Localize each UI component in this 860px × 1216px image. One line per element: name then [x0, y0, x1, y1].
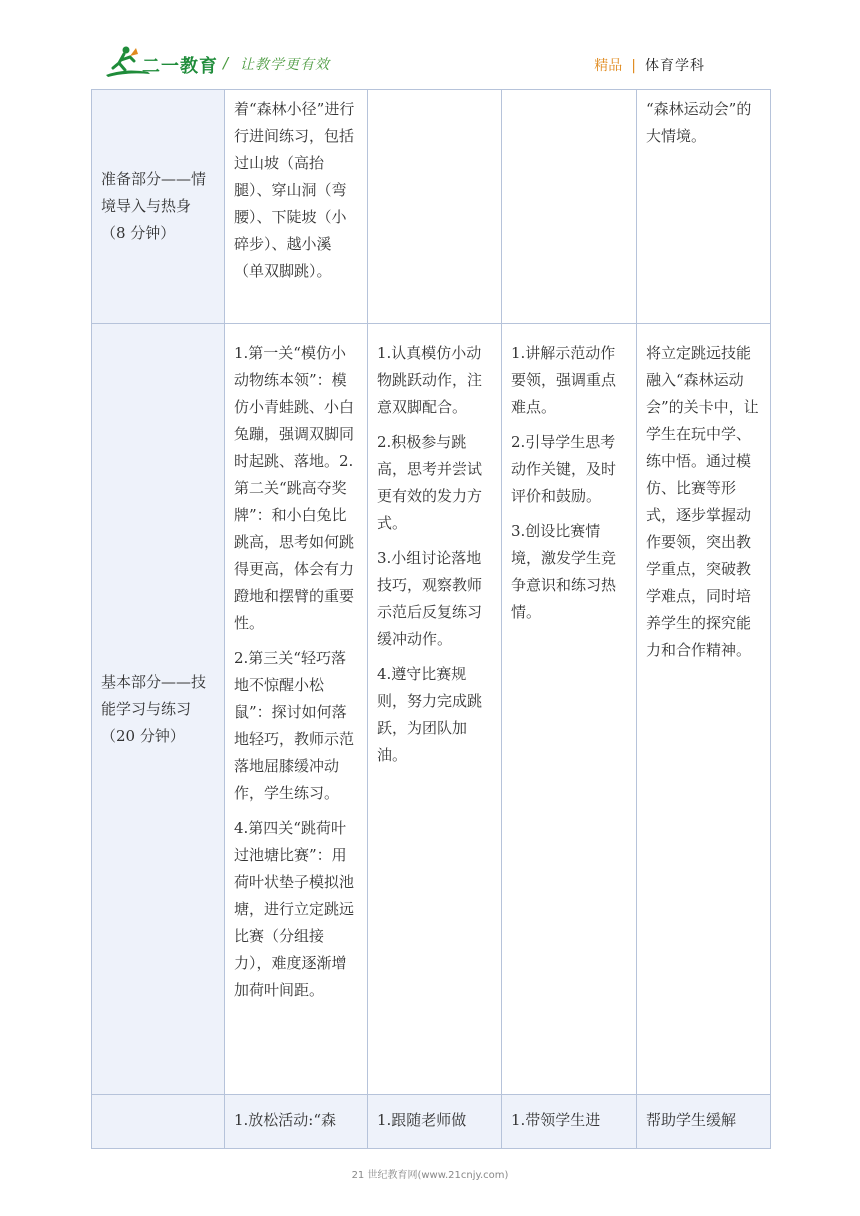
- lesson-plan-table: [91, 89, 771, 1149]
- stage-cell: 基本部分——技能学习与练习（20 分钟）: [92, 324, 225, 1095]
- student-activity-cell: [368, 1095, 502, 1149]
- teacher-activity-cell: [502, 324, 637, 1095]
- brand-name: 二一教育: [142, 56, 218, 77]
- page-header: [0, 0, 860, 90]
- cell-paragraph: 将立定跳远技能融入“森林运动会”的关卡中，让学生在玩中学、练中悟。通过模仿、比赛等形式，逐步掌握动作要领，突出教学重点，突破教学难点，同时培养学生的探究能力和合作精神。: [646, 344, 759, 659]
- cell-paragraph: 1.讲解示范动作要领，强调重点难点。: [511, 344, 617, 416]
- cell-paragraph: 1.第一关“模仿小动物练本领”：模仿小青蛙跳、小白兔蹦，强调双脚同时起跳、落地。2.第二关“跳高夺奖牌”：和小白兔比跳高，思考如何跳得更高，体会有力蹬地和摆臂的重要性。: [234, 344, 355, 632]
- design-intent-cell: [637, 1095, 771, 1149]
- quality-label: 精品: [594, 58, 623, 74]
- table-row: [92, 1095, 771, 1149]
- teacher-activity-cell: [502, 1095, 637, 1149]
- cell-paragraph: 帮助学生缓解: [646, 1111, 737, 1129]
- table-row: [92, 90, 771, 324]
- design-intent-cell: [637, 324, 771, 1095]
- cell-paragraph: 2.积极参与跳高，思考并尝试更有效的发力方式。: [377, 433, 483, 532]
- cell-paragraph: 4.遵守比赛规则，努力完成跳跃，为团队加油。: [377, 665, 483, 764]
- student-activity-cell: [368, 90, 502, 324]
- stage-cell: [92, 1095, 225, 1149]
- page-footer: 21 世纪教育网(www.21cnjy.com): [351, 1170, 509, 1181]
- header-separator: |: [631, 58, 636, 74]
- cell-paragraph: 2.引导学生思考动作关键，及时评价和鼓励。: [511, 433, 617, 505]
- content-cell: [225, 1095, 368, 1149]
- header-divider: /: [223, 54, 229, 72]
- cell-paragraph: 1.认真模仿小动物跳跃动作，注意双脚配合。: [377, 344, 483, 416]
- cell-paragraph: 着“森林小径”进行行进间练习，包括过山坡（高抬腿）、穿山洞（弯腰）、下陡坡（小碎步）、越小溪（单双脚跳）。: [234, 100, 355, 280]
- design-intent-cell: [637, 90, 771, 324]
- cell-paragraph: 3.小组讨论落地技巧，观察教师示范后反复练习缓冲动作。: [377, 549, 483, 648]
- cell-paragraph: 1.跟随老师做: [377, 1111, 467, 1129]
- subject-label: 体育学科: [645, 58, 705, 74]
- table-row: [92, 324, 771, 1095]
- header-right: [594, 55, 705, 75]
- brand-slogan: 让教学更有效: [240, 57, 330, 73]
- cell-paragraph: 1.带领学生进: [511, 1111, 601, 1129]
- cell-paragraph: 4.第四关“跳荷叶过池塘比赛”：用荷叶状垫子模拟池塘，进行立定跳远比赛（分组接力），难度逐渐增加荷叶间距。: [234, 819, 355, 999]
- teacher-activity-cell: [502, 90, 637, 324]
- content-cell: [225, 90, 368, 324]
- cell-paragraph: 3.创设比赛情境，激发学生竞争意识和练习热情。: [511, 522, 617, 621]
- content-cell: [225, 324, 368, 1095]
- cell-paragraph: “森林运动会”的大情境。: [646, 100, 752, 145]
- stage-cell: 准备部分——情境导入与热身（8 分钟）: [92, 90, 225, 324]
- student-activity-cell: [368, 324, 502, 1095]
- cell-paragraph: 1.放松活动:“森: [234, 1111, 337, 1129]
- cell-paragraph: 2.第三关“轻巧落地不惊醒小松鼠”：探讨如何落地轻巧，教师示范落地屈膝缓冲动作，学生练习。: [234, 649, 355, 802]
